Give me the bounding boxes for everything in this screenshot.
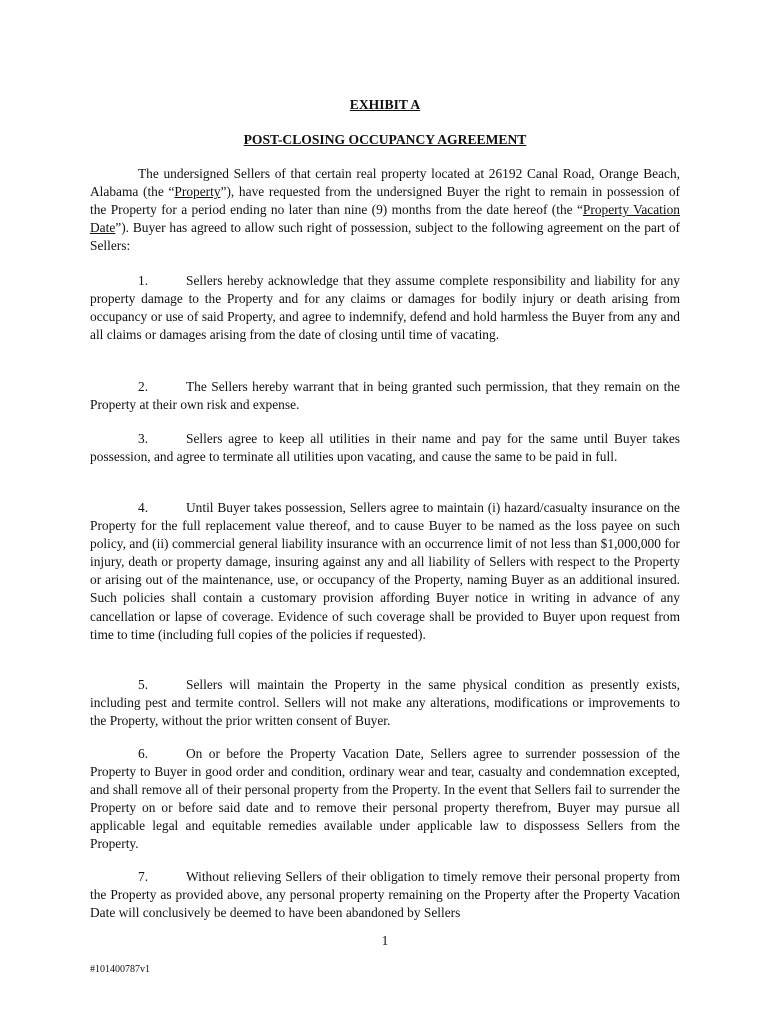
paragraph-7 xyxy=(90,868,680,922)
agreement-title: POST-CLOSING OCCUPANCY AGREEMENT xyxy=(243,132,527,147)
document-footer-id: #101400787v1 xyxy=(90,964,150,975)
intro-part2: ”), have requested from the undersigned Buyer the right to remain in possession of the Property for a period ending no later than nine (9) months from the date hereof (the “ xyxy=(90,184,680,218)
paragraph-text: Sellers will maintain the Property in the same physical condition as presently exists, including pest and termite control. Sellers will not make any alterations, modifications or improvements to the Property, without the prior written consent of Buyer. xyxy=(90,677,680,729)
intro-part3: ”). Buyer has agreed to allow such right of possession, subject to the following agreement on the part of Sellers: xyxy=(90,220,680,254)
paragraph-text: Sellers hereby acknowledge that they assume complete responsibility and liability for any property damage to the Property and for any claims or damages for bodily injury or death arising from occupancy or use of said Property, and agree to indemnify, defend and hold harmless the Buyer from any and all claims or damages arising from the date of closing until time of vacating. xyxy=(90,273,680,343)
paragraph-text: Without relieving Sellers of their obligation to timely remove their personal property from the Property as provided above, any personal property remaining on the Property after the Property Vacation Date will conclusively be deemed to have been abandoned by Sellers xyxy=(90,869,680,921)
paragraph-1 xyxy=(90,272,680,344)
paragraph-number: 5. xyxy=(138,677,149,692)
paragraph-text: On or before the Property Vacation Date, Sellers agree to surrender possession of the Property to Buyer in good order and condition, ordinary wear and tear, casualty and condemnation excepted, and shall remove all of their personal property from the Property. In the event that Sellers fail to surrender the Property on or before said date and to remove their personal property therefrom, Buyer may pursue all applicable legal and equitable remedies available under applicable law to dispossess Sellers from the Property. xyxy=(90,746,680,852)
paragraph-3 xyxy=(90,430,680,466)
intro-paragraph xyxy=(90,165,680,255)
paragraph-5 xyxy=(90,676,680,730)
exhibit-title: EXHIBIT A xyxy=(349,97,421,112)
paragraph-text: The Sellers hereby warrant that in being granted such permission, that they remain on the Property at their own risk and expense. xyxy=(90,379,680,413)
paragraph-6 xyxy=(90,745,680,854)
intro-part1: The undersigned Sellers of that certain real property located at 26192 Canal Road, Orange Beach, Alabama (the “ xyxy=(90,166,680,200)
paragraph-number: 6. xyxy=(138,746,149,761)
paragraph-number: 1. xyxy=(138,273,149,288)
paragraph-number: 3. xyxy=(138,431,149,446)
paragraph-number: 4. xyxy=(138,500,149,515)
page-number: 1 xyxy=(381,933,389,948)
paragraph-4 xyxy=(90,499,680,644)
paragraph-text: Until Buyer takes possession, Sellers agree to maintain (i) hazard/casualty insurance on the Property for the full replacement value thereof, and to cause Buyer to be named as the loss payee on such policy, and (ii) commercial general liability insurance with an occurrence limit of not less than $1,000,000 for injury, death or property damage, insuring against any and all liability of Sellers with respect to the Property or arising out of the maintenance, use, or occupancy of the Property, naming Buyer as an additional insured. Such policies shall contain a customary provision affording Buyer notice in writing in advance of any cancellation or lapse of coverage. Evidence of such coverage shall be provided to Buyer upon request from time to time (including full copies of the policies if requested). xyxy=(90,500,680,642)
paragraph-number: 7. xyxy=(138,869,149,884)
paragraph-text: Sellers agree to keep all utilities in their name and pay for the same until Buyer takes possession, and agree to terminate all utilities upon vacating, and cause the same to be paid in full. xyxy=(90,431,680,465)
paragraph-2 xyxy=(90,378,680,414)
paragraph-number: 2. xyxy=(138,379,149,394)
term-vacation-date: Property Vacation Date xyxy=(90,202,680,236)
term-property: Property xyxy=(174,184,221,200)
